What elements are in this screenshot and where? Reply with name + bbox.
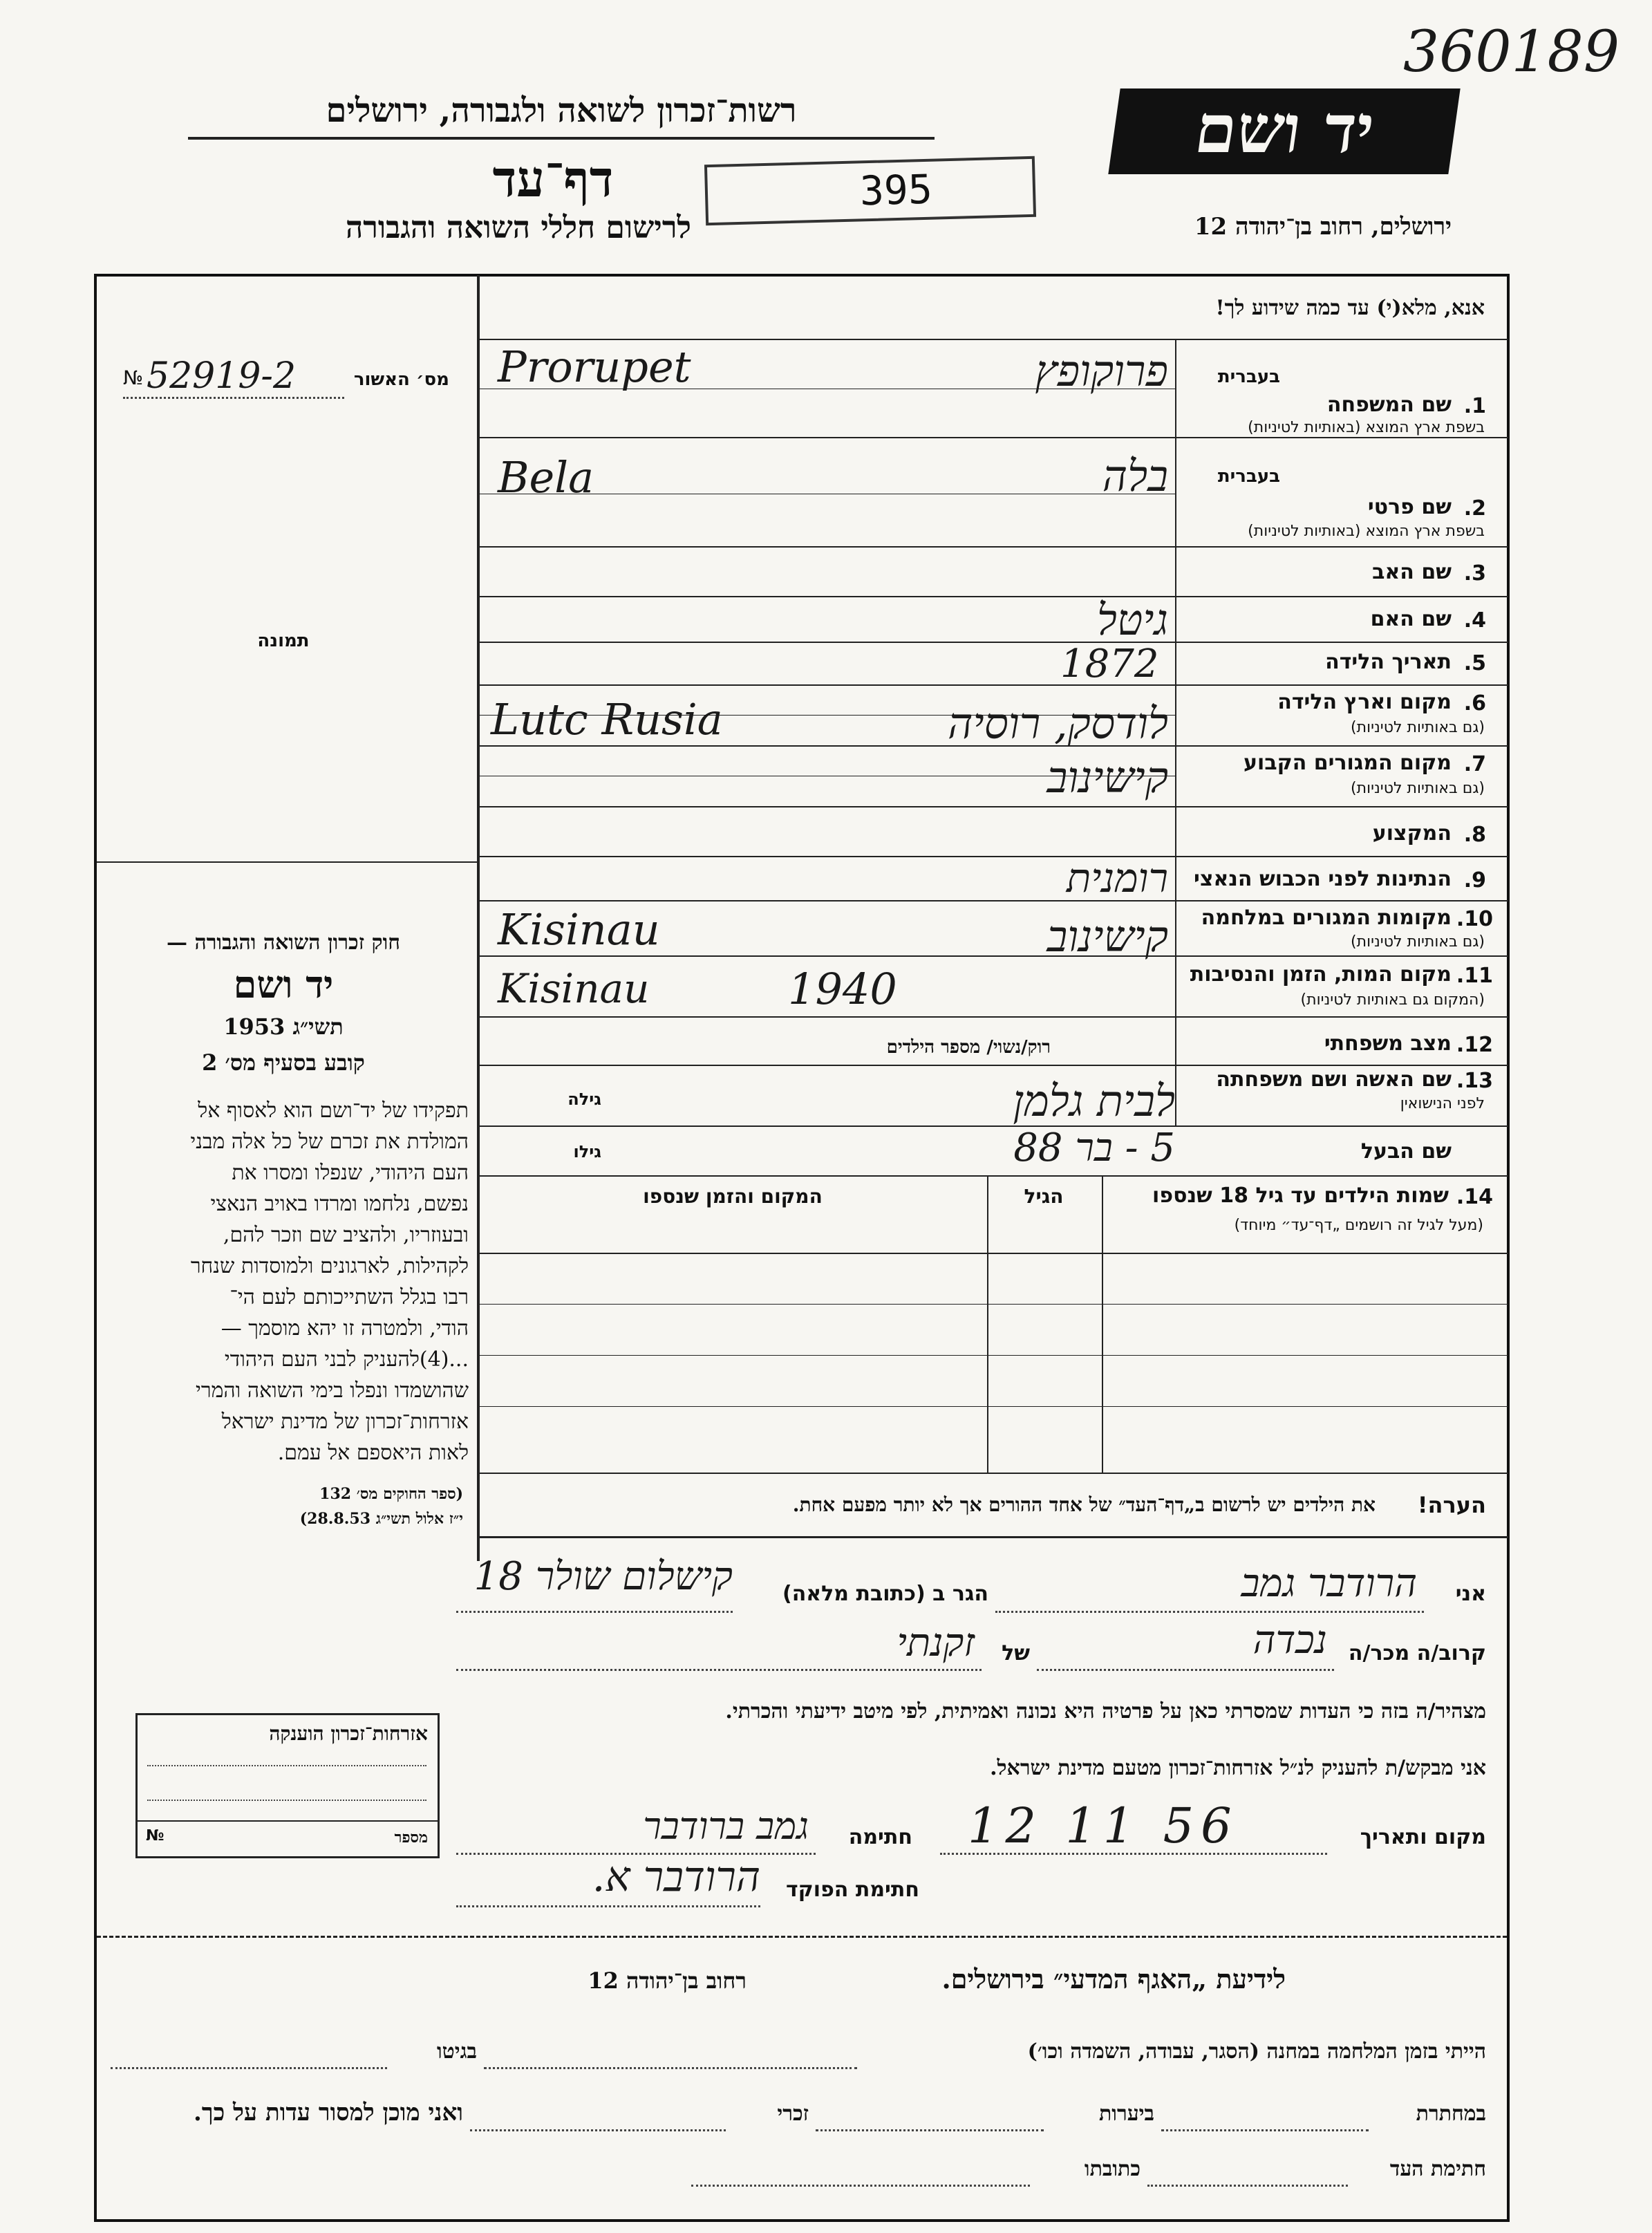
archive-number: 360189: [1403, 19, 1620, 85]
footer-line2-b: ביערות: [1098, 2102, 1154, 2126]
footer-line2-a: במחתרת: [1416, 2102, 1486, 2126]
law-year: תשי״ג 1953: [223, 1013, 344, 1040]
signature-label: חתימה: [848, 1825, 912, 1849]
law-clause: קובע בסעיף מס׳ 2: [202, 1049, 365, 1076]
children-sub: (מעל לגיל זה רושמים „דף־עד״ מיוחד): [1234, 1217, 1483, 1234]
footer-line3-a: חתימת העד: [1389, 2157, 1486, 2181]
f1-number: 1.: [1463, 394, 1486, 418]
f10-sub: (גם באותיות לטיניות): [1351, 933, 1485, 951]
photo-placeholder: תמונה: [257, 630, 310, 651]
f6-value-latin: Lutc Rusia: [491, 694, 723, 745]
law-name: יד ושם: [233, 962, 334, 1007]
logo-text: יד ושם: [1190, 90, 1380, 168]
f5-value: 1872: [1060, 642, 1159, 686]
f9-number: 9.: [1463, 868, 1486, 893]
f13-value: לבית גלמן: [1013, 1076, 1175, 1126]
f2-sub: בשפת ארץ המוצא (באותיות לטיניות): [1248, 523, 1485, 540]
f10-label: מקומות המגורים במלחמה: [1201, 906, 1452, 930]
law-line: רבו בגלל השתייכותם לעם הי־: [229, 1285, 469, 1309]
signature-value: גמב ברודבר: [643, 1804, 809, 1848]
approval-value: 52919-2: [147, 355, 297, 397]
declaration-of-label: של: [1002, 1641, 1030, 1665]
law-source-2: י״ז אלול תשי״ג 28.8.53): [299, 1510, 463, 1528]
footer-line2-c: זכרי: [777, 2102, 809, 2126]
children-label: שמות הילדים עד גיל 18 שנספו: [1152, 1184, 1449, 1208]
f11-value-year: 1940: [788, 964, 897, 1014]
f13-sub: לפני הנישואין: [1400, 1095, 1485, 1112]
f3-number: 3.: [1463, 561, 1486, 586]
law-text: [104, 1095, 469, 1468]
citizenship-box: [135, 1713, 440, 1858]
footer-title: לידיעת „האגף המדעי״ בירושלים.: [941, 1963, 1286, 1994]
form-subtitle: לרישום חללי השואה והגבורה: [345, 210, 692, 245]
f6-number: 6.: [1463, 691, 1486, 716]
footer-line1-b: בגיטו: [436, 2039, 477, 2064]
husband-value: 5 - בר 88: [1013, 1125, 1175, 1170]
f2-hebrew-tag: בעברית: [1217, 466, 1280, 487]
f4-number: 4.: [1463, 608, 1486, 633]
law-title: חוק זכרון השואה והגבורה —: [167, 931, 400, 955]
officer-label: חתימת הפוקד: [786, 1878, 919, 1902]
declaration-relative-value: נכדה: [1252, 1618, 1327, 1663]
citizenship-number-prefix: №: [146, 1827, 165, 1844]
husband-label: שם הבעל: [1360, 1139, 1452, 1164]
officer-value: הרודבר א.: [592, 1853, 760, 1901]
f5-label: תאריך הלידה: [1325, 650, 1452, 674]
declaration-request: אני מבקש/ת להעניק לנ״ל אזרחות־זכרון מטעם מדינת ישראל.: [990, 1756, 1486, 1780]
f6-label: מקום וארץ הלידה: [1277, 690, 1452, 714]
declaration-i-value: הרודבר גמב: [1241, 1561, 1417, 1606]
f1-value-latin: Prorupet: [498, 342, 691, 392]
declaration-relative-label: קרוב/ה מכר/ה: [1348, 1641, 1486, 1665]
law-source-1: (ספר החוקים מס׳ 132: [319, 1485, 463, 1503]
declaration-residing-value: קישלום שולר 18: [473, 1554, 733, 1599]
law-line: ובעוזריו, ולהציב שם וזכר להם,: [223, 1223, 469, 1247]
registration-stamp: [704, 156, 1036, 225]
law-line: המולדת את זכרם של כל אלה מבני: [190, 1130, 469, 1154]
institution-underline: [188, 137, 935, 140]
f2-number: 2.: [1463, 496, 1486, 521]
f11-label: מקום המות, הזמן והנסיבות: [1190, 962, 1452, 987]
approval-label: מס׳ האשור: [353, 369, 449, 390]
f9-value: רומנית: [1066, 854, 1168, 901]
declaration-statement: מצהיר/ה בזה כי העדות שמסרתי כאן על פרטיה היא נכונה ואמיתית, לפי מיטב ידיעתי והכרתי.: [725, 1699, 1486, 1723]
f1-label: שם המשפחה: [1326, 393, 1452, 417]
f10-value-hebrew: קישינוב: [1046, 911, 1168, 962]
footer-line1-a: הייתי בזמן המלחמה במחנה (הסגר, עבודה, השמדה וכו׳): [1027, 2039, 1486, 2064]
f1-sub: בשפת ארץ המוצא (באותיות לטיניות): [1248, 419, 1485, 436]
law-line: לקהילות, לארגונים ולמוסדות שנחר: [190, 1254, 469, 1278]
stamp-number: 395: [859, 165, 933, 215]
note-label: הערה!: [1417, 1492, 1486, 1518]
f7-sub: (גם באותיות לטיניות): [1351, 780, 1485, 797]
institution-name: רשות־זכרון לשואה ולגבורה, ירושלים: [326, 91, 797, 130]
f10-value-latin: Kisinau: [498, 904, 660, 955]
f4-label: שם האם: [1370, 607, 1452, 631]
f2-label: שם פרטי: [1367, 495, 1452, 519]
children-col-place: המקום והזמן שנספו: [643, 1185, 823, 1208]
law-line: העם היהודי, שנפלו ומסרו את: [232, 1161, 469, 1185]
children-number: 14.: [1456, 1185, 1493, 1209]
f13-age-label: גילה: [567, 1090, 601, 1109]
f11-number: 11.: [1456, 964, 1493, 988]
f1-value-hebrew: פרוקופץ: [1035, 346, 1168, 396]
place-date-label: מקום ותאריך: [1360, 1825, 1486, 1849]
f6-value-hebrew: לודסק, רוסיה: [948, 698, 1168, 749]
law-line: תפקידו של יד־ושם הוא לאסוף אל: [198, 1099, 469, 1123]
footer-line2-d: ואני מוכן למסור עדות על כך.: [194, 2099, 463, 2127]
note-text: את הילדים יש לרשום ב„דף־העד״ של אחד ההורים אך לא יותר מפעם אחת.: [792, 1493, 1376, 1516]
citizenship-number-label: מספר: [394, 1829, 428, 1847]
law-line: הודי, ולמטרה זו יהא מוסמך —: [220, 1316, 469, 1340]
instruction-text: אנא, מלא(י) עד כמה שידוע לך!: [1215, 296, 1485, 320]
f11-sub: (המקום גם באותיות לטיניות): [1300, 991, 1485, 1009]
f11-value-latin: Kisinau: [498, 965, 650, 1012]
declaration-residing-label: הגר ב (כתובת מלאה): [782, 1582, 988, 1606]
f2-value-hebrew: בלה: [1102, 451, 1168, 501]
f1-hebrew-tag: בעברית: [1217, 366, 1280, 387]
f7-label: מקום המגורים הקבוע: [1243, 751, 1452, 775]
law-line: אזרחות־זכרון של מדינת ישראל: [221, 1410, 469, 1434]
f12-label: מצב משפחתי: [1324, 1031, 1452, 1056]
yad-vashem-logo: [1108, 88, 1460, 174]
law-line: שהושמדו ונפלו בימי השואה והמרי: [195, 1379, 469, 1403]
f2-value-latin: Bela: [498, 452, 594, 503]
declaration-i-label: אני: [1455, 1582, 1486, 1606]
footer-line3-b: כתובתו: [1084, 2157, 1141, 2181]
declaration-of-value: זקנתי: [897, 1620, 975, 1665]
f4-value: גיטל: [1096, 595, 1168, 645]
f8-label: המקצוע: [1372, 821, 1452, 845]
header-address: ירושלים, רחוב בן־יהודה 12: [1194, 213, 1452, 241]
law-line: ...(4)להעניק לבני העם היהודי: [224, 1347, 469, 1372]
form-title: דף־עד: [492, 149, 614, 208]
f6-sub: (גם באותיות לטיניות): [1351, 719, 1485, 736]
footer-address: רחוב בן־יהודה 12: [588, 1968, 747, 1994]
f13-number: 13.: [1456, 1069, 1493, 1093]
f7-value: קישינוב: [1046, 752, 1168, 803]
children-col-age: הגיל: [1024, 1185, 1064, 1208]
f8-number: 8.: [1463, 823, 1486, 847]
husband-age-label: גילו: [573, 1142, 601, 1161]
f9-label: הנתינות לפני הכבוש הנאצי: [1194, 867, 1452, 891]
law-line: נפשם, נלחמו ומרדו באויב הנאצי: [210, 1192, 469, 1216]
f12-number: 12.: [1456, 1033, 1493, 1057]
f12-options: רוק/נשוי/ מספר הילדים: [886, 1037, 1051, 1058]
f7-number: 7.: [1463, 752, 1486, 776]
place-date-value: 12 11 56: [968, 1797, 1239, 1854]
f3-label: שם האב: [1372, 560, 1452, 584]
law-line: לאות היאספם אל עמם.: [277, 1441, 469, 1465]
f13-label: שם האשה ושם משפחתה: [1216, 1067, 1452, 1092]
citizenship-box-title: אזרחות־זכרון הוענקה: [269, 1722, 428, 1745]
f5-number: 5.: [1463, 651, 1486, 675]
f10-number: 10.: [1456, 907, 1493, 931]
approval-prefix: №: [123, 366, 144, 389]
